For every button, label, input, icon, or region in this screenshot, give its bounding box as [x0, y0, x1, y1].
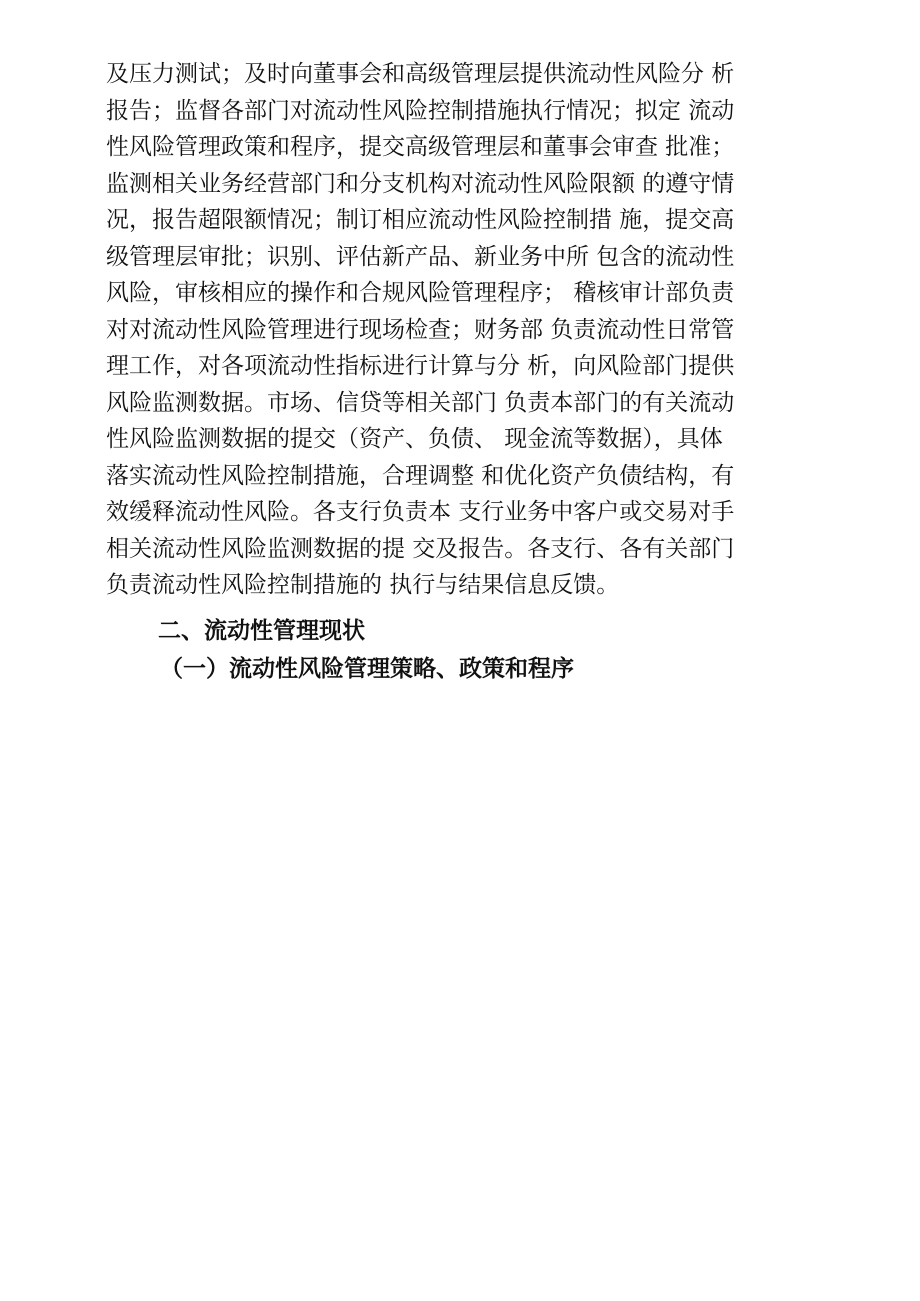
- paragraph-line: 监测相关业务经营部门和分支机构对流动性风险限额 的遵守情: [106, 170, 735, 197]
- paragraph-line: 理工作，对各项流动性指标进行计算与分 析，向风险部门提供: [106, 353, 735, 379]
- paragraph-line: 负责流动性风险控制措施的 执行与结果信息反馈。: [106, 572, 620, 598]
- paragraph-line: 性风险监测数据的提交（资产、负债、 现金流等数据），具体: [106, 426, 723, 452]
- body-paragraph: [106, 56, 826, 604]
- paragraph-line: 风险监测数据。市场、信贷等相关部门 负责本部门的有关流动: [106, 389, 735, 416]
- section-heading: 二、流动性管理现状: [158, 618, 365, 644]
- paragraph-line: 况，报告超限额情况；制订相应流动性风险控制措 施，提交高: [106, 207, 735, 233]
- subsection-heading: （一）流动性风险管理策略、政策和程序: [160, 656, 574, 682]
- paragraph-line: 效缓释流动性风险。各支行负责本 支行业务中客户或交易对手: [106, 499, 735, 525]
- paragraph-line: 风险，审核相应的操作和合规风险管理程序； 稽核审计部负责: [106, 280, 735, 306]
- paragraph-line: 相关流动性风险监测数据的提 交及报告。各支行、各有关部门: [106, 535, 735, 562]
- paragraph-line: 及压力测试；及时向董事会和高级管理层提供流动性风险分 析: [106, 61, 735, 87]
- paragraph-line: 落实流动性风险控制措施，合理调整 和优化资产负债结构，有: [106, 462, 735, 489]
- paragraph-line: 报告；监督各部门对流动性风险控制措施执行情况；拟定 流动: [106, 97, 735, 124]
- paragraph-line: 性风险管理政策和程序，提交高级管理层和董事会审查 批准；: [106, 134, 735, 160]
- paragraph-line: 对对流动性风险管理进行现场检查；财务部 负责流动性日常管: [106, 316, 735, 343]
- paragraph-line: 级管理层审批；识别、评估新产品、新业务中所 包含的流动性: [106, 243, 735, 270]
